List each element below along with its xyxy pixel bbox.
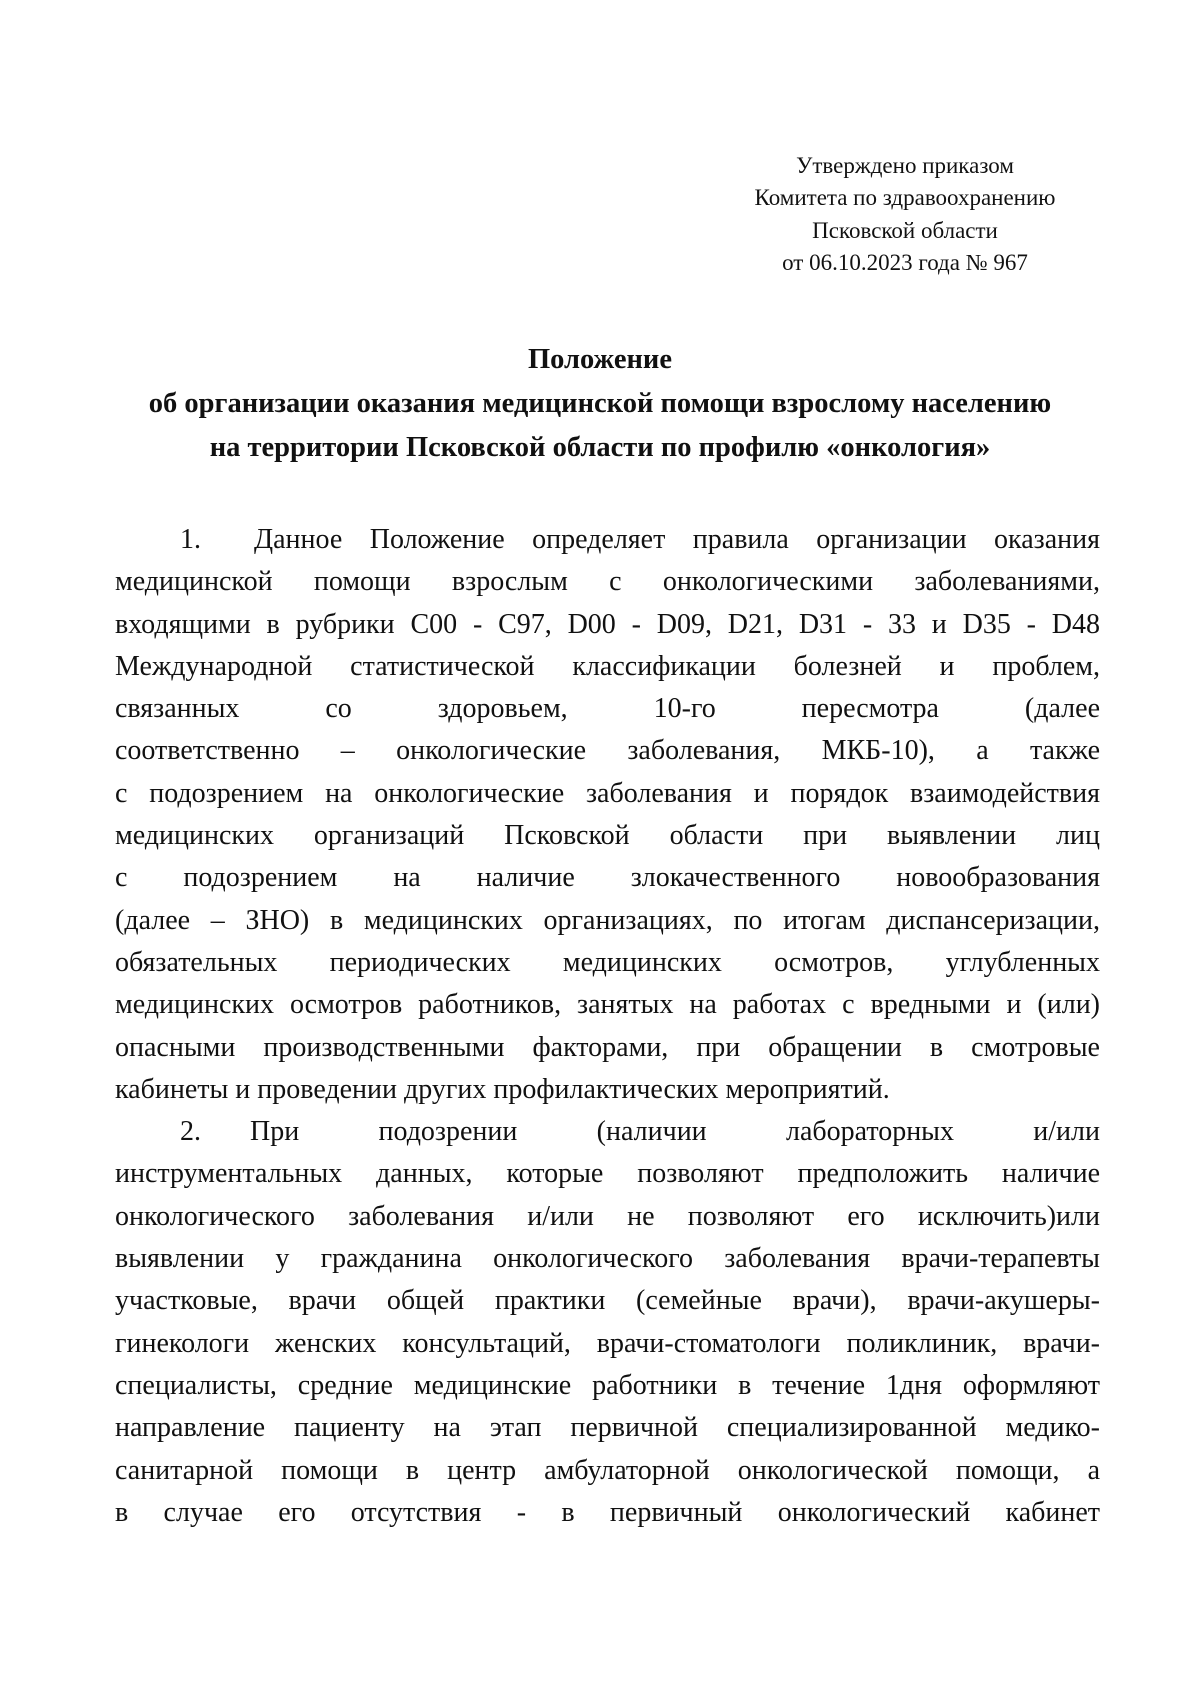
paragraph-line: медицинских осмотров работников, занятых на работах с вредными и (или) bbox=[115, 989, 1100, 1021]
paragraph-line: санитарной помощи в центр амбулаторной онкологической помощи, а bbox=[115, 1454, 1100, 1486]
paragraph-line: участковые, врачи общей практики (семейные врачи), врачи-акушеры- bbox=[115, 1285, 1100, 1317]
paragraph-line: инструментальных данных, которые позволяют предположить наличие bbox=[115, 1158, 1100, 1190]
paragraph-line: медицинской помощи взрослым с онкологическими заболеваниями, bbox=[115, 566, 1100, 598]
paragraph-number: 2. bbox=[180, 1116, 201, 1148]
approval-line: от 06.10.2023 года № 967 bbox=[782, 249, 1028, 275]
paragraph-number: 1. bbox=[180, 524, 201, 555]
approval-stamp-block bbox=[690, 150, 1120, 279]
paragraph-line: кабинеты и проведении других профилактических мероприятий. bbox=[115, 1073, 890, 1105]
paragraph-line: с подозрением на онкологические заболевания и порядок взаимодействия bbox=[115, 777, 1100, 809]
paragraph-line: опасными производственными факторами, при обращении в смотровые bbox=[115, 1031, 1100, 1063]
paragraph-line: входящими в рубрики С00 - С97, D00 - D09, D21, D31 - 33 и D35 - D48 bbox=[115, 608, 1100, 640]
title-line: об организации оказания медицинской помощи взрослому населению bbox=[148, 388, 1052, 419]
paragraph-line: направление пациенту на этап первичной специализированной медико- bbox=[115, 1412, 1100, 1444]
document-body bbox=[115, 519, 1100, 1534]
paragraph-line: онкологического заболевания и/или не позволяют его исключить)или bbox=[115, 1200, 1100, 1232]
paragraph-line: специалисты, средние медицинские работники в течение 1дня оформляют bbox=[115, 1369, 1100, 1401]
paragraph-line: соответственно – онкологические заболевания, МКБ-10), а также bbox=[115, 735, 1100, 767]
paragraph-line: обязательных периодических медицинских осмотров, углубленных bbox=[115, 946, 1100, 978]
title-line: Положение bbox=[527, 344, 672, 375]
paragraph-line: медицинских организаций Псковской области при выявлении лиц bbox=[115, 820, 1100, 852]
document-title bbox=[100, 338, 1100, 470]
paragraph-line: выявлении у гражданина онкологического заболевания врачи-терапевты bbox=[115, 1243, 1100, 1275]
paragraph-line: (далее – ЗНО) в медицинских организациях, по итогам диспансеризации, bbox=[115, 904, 1100, 936]
paragraph-line: 2. При подозрении (наличии лабораторных и/или bbox=[115, 1111, 1100, 1153]
title-line: на территории Псковской области по профилю «онкология» bbox=[209, 432, 991, 463]
paragraph-line: с подозрением на наличие злокачественного новообразования bbox=[115, 862, 1100, 894]
paragraph-line: в случае его отсутствия - в первичный онкологический кабинет bbox=[115, 1496, 1100, 1528]
approval-line: Псковской области bbox=[812, 217, 998, 243]
approval-line: Утверждено приказом bbox=[796, 153, 1014, 178]
paragraph-line: связанных со здоровьем, 10-го пересмотра (далее bbox=[115, 693, 1100, 725]
paragraph-line: 1. Данное Положение определяет правила организации оказания bbox=[115, 519, 1100, 561]
paragraph-line: гинекологи женских консультаций, врачи-стоматологи поликлиник, врачи- bbox=[115, 1327, 1100, 1359]
paragraph-line: Международной статистической классификации болезней и проблем, bbox=[115, 650, 1100, 682]
approval-line: Комитета по здравоохранению bbox=[754, 185, 1056, 211]
